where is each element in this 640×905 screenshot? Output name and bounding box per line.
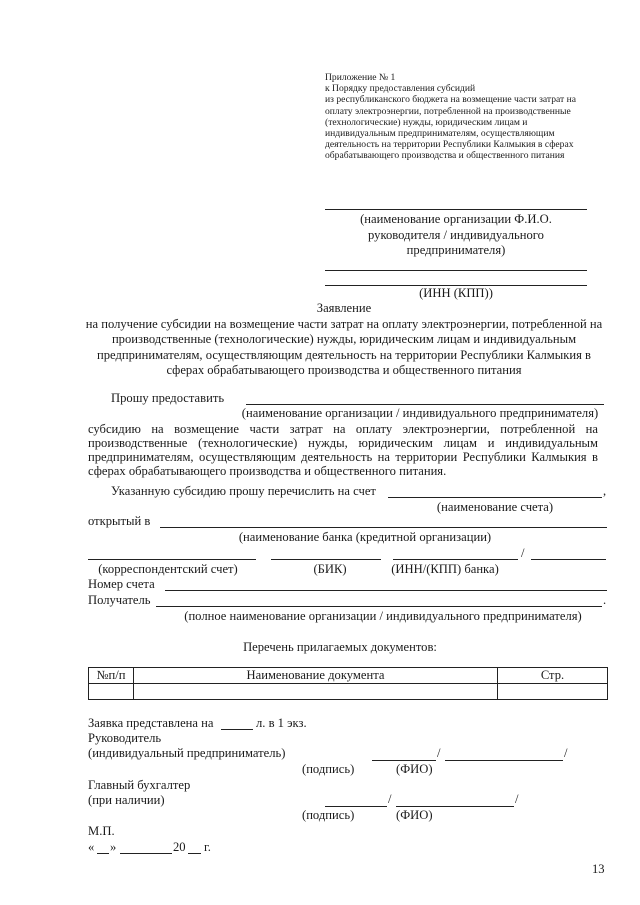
col-page: Стр. (498, 668, 608, 684)
table-cell[interactable] (134, 684, 498, 700)
submitted-prefix: Заявка представлена на (88, 716, 214, 730)
accountant-slash-2: / (515, 792, 519, 806)
kpp-bank-line[interactable] (531, 559, 606, 560)
page-number: 13 (592, 862, 605, 876)
documents-title: Перечень прилагаемых документов: (243, 640, 437, 654)
transfer-end-comma: , (603, 484, 607, 498)
accountant-label: Главный бухгалтер (88, 778, 191, 792)
accountant-slash-1: / (388, 792, 392, 806)
transfer-label: Указанную субсидию прошу перечислить на счет (111, 484, 376, 498)
date-year-suffix: г. (204, 840, 211, 854)
account-name-caption: (наименование счета) (436, 500, 554, 514)
bik-caption: (БИК) (313, 562, 347, 576)
seal-label: М.П. (88, 824, 115, 838)
inn-kpp-slash: / (521, 546, 525, 560)
accountant-fio-caption: (ФИО) (396, 808, 433, 822)
documents-table (88, 667, 608, 700)
corr-account-caption: (корреспондентский счет) (98, 562, 238, 576)
recipient-end-dot: . (603, 593, 607, 607)
head-label: Руководитель (88, 731, 162, 745)
inn-bank-caption: (ИНН/(КПП) банка) (391, 562, 499, 576)
documents-table-header (89, 668, 608, 684)
bank-name-caption: (наименование банка (кредитной организации) (238, 530, 492, 544)
head-fio-caption: (ФИО) (396, 762, 433, 776)
org-name-line[interactable] (325, 209, 587, 210)
accountant-fio-line[interactable] (396, 806, 514, 807)
accountant-signature-line[interactable] (325, 806, 387, 807)
bank-name-line[interactable] (160, 527, 607, 528)
date-year-prefix: 20 (173, 840, 186, 854)
head-sublabel: (индивидуальный предприниматель) (88, 746, 286, 760)
inn-caption: (ИНН (КПП)) (419, 286, 493, 300)
request-recipient-line[interactable] (246, 404, 604, 405)
date-year-line[interactable] (188, 853, 201, 854)
corr-account-line[interactable] (88, 559, 256, 560)
statement-heading: Заявление (316, 301, 372, 315)
head-slash-2: / (564, 746, 568, 760)
sheets-count-line[interactable] (221, 729, 253, 730)
request-body: субсидию на возмещение части затрат на оплату электроэнергии, потребленной на производственные (технологические) нужды, юридическим лицам и индивидуальным предпринимателям, осуществляющим деятельность на территории Республики Калмыкия в сферах обрабатывающего производства и общественного питания. (88, 422, 598, 478)
request-recipient-caption: (наименование организации / индивидуального предпринимателя) (241, 406, 599, 420)
recipient-line[interactable] (156, 606, 602, 607)
head-signature-caption: (подпись) (302, 762, 355, 776)
date-month-line[interactable] (120, 853, 172, 854)
head-signature-line[interactable] (372, 760, 436, 761)
account-number-label: Номер счета (88, 577, 155, 591)
col-number: №п/п (89, 668, 134, 684)
head-slash-1: / (437, 746, 441, 760)
recipient-caption: (полное наименование организации / индивидуального предпринимателя) (184, 609, 582, 623)
statement-title-block (80, 301, 608, 379)
head-fio-line[interactable] (445, 760, 563, 761)
submitted-suffix: л. в 1 экз. (256, 716, 307, 730)
request-label: Прошу предоставить (111, 391, 225, 405)
col-document-name: Наименование документа (134, 668, 498, 684)
appendix-note: Приложение № 1 к Порядку предоставления субсидий из республиканского бюджета на возмещение части затрат на оплату электроэнергии, потребленной на производственные (технологические) нужды, юридическим лицам и индивидуальным предпринимателям, осуществляющим деятельность на территории Республики Калмыкия в сферах обрабатывающего производства и общественного питания (325, 72, 577, 162)
bik-line[interactable] (271, 559, 381, 560)
opened-label: открытый в (88, 514, 151, 528)
inn-line-1[interactable] (325, 270, 587, 271)
table-row (89, 684, 608, 700)
date-day-line[interactable] (97, 853, 109, 854)
inn-bank-line[interactable] (393, 559, 518, 560)
account-number-line[interactable] (165, 590, 607, 591)
date-close-quote: » (110, 840, 117, 854)
accountant-signature-caption: (подпись) (302, 808, 355, 822)
accountant-sublabel: (при наличии) (88, 793, 165, 807)
table-cell[interactable] (89, 684, 134, 700)
org-name-caption: (наименование организации Ф.И.О. руководителя / индивидуального предпринимателя) (360, 212, 552, 257)
recipient-label: Получатель (88, 593, 151, 607)
date-open-quote: « (88, 840, 95, 854)
account-name-line[interactable] (388, 497, 602, 498)
statement-subject: на получение субсидии на возмещение части затрат на оплату электроэнергии, потребленной на производственные (технологические) нужды, юридическим лицам и индивидуальным предпринимателям, осуществляющим деятельность на территории Республики Калмыкия в сферах обрабатывающего производства и общественного питания (85, 316, 603, 378)
table-cell[interactable] (498, 684, 608, 700)
